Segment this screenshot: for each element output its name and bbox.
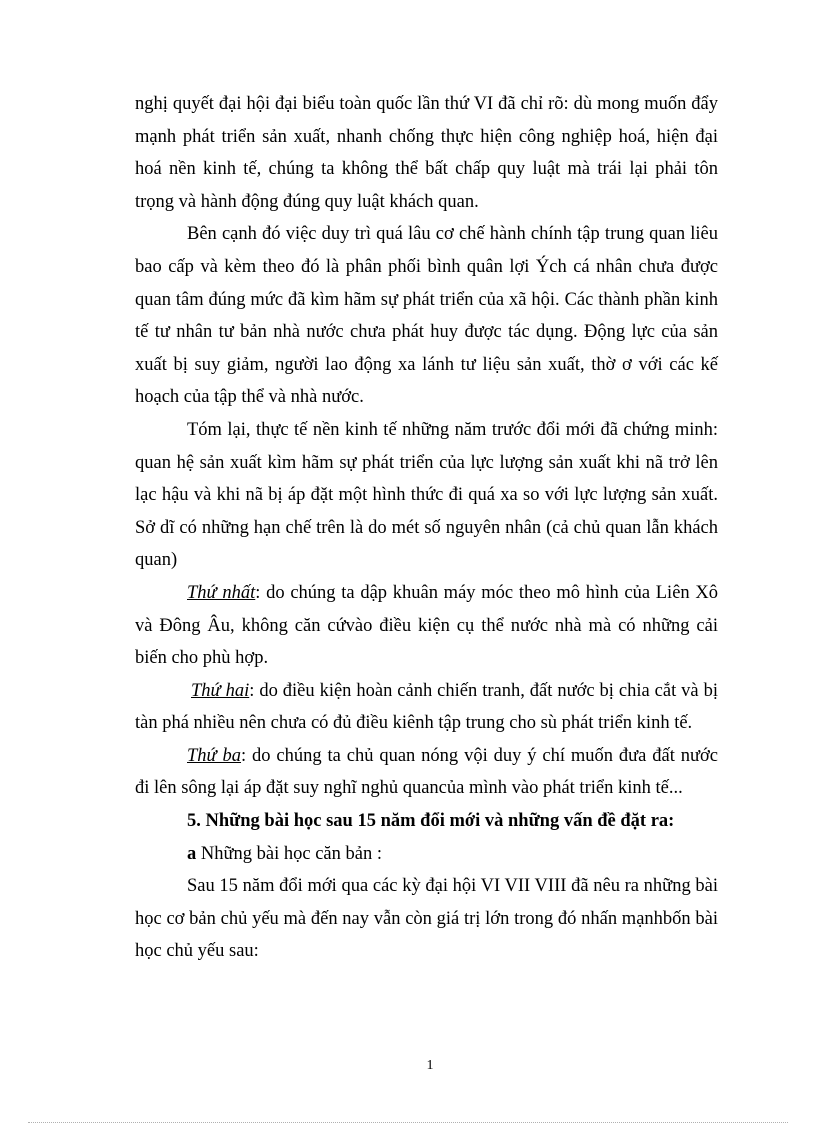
paragraph-resolution: nghị quyết đại hội đại biểu toàn quốc lần thứ VI đã chỉ rõ: dù mong muốn đẩy mạnh phát triển sản xuất, nhanh chống thực hiện công nghiệp hoá, hiện đại hoá nền kinh tế, chúng ta không thể bất chấp quy luật mà trái lại phải tôn trọng và hành động đúng quy luật khách quan. bbox=[135, 94, 718, 212]
subsection-heading-a bbox=[135, 838, 718, 871]
reason-third-text: : do chúng ta chủ quan nóng vội duy ý chí muốn đưa đất nước đi lên sông lại áp đặt suy nghĩ nghủ quancủa mình vào phát triển kinh tế... bbox=[135, 745, 718, 799]
paragraph-lessons: Sau 15 năm đổi mới qua các kỳ đại hội VI VII VIII đã nêu ra những bài học cơ bản chủ yếu mà đến nay vẫn còn giá trị lớn trong đó nhấn mạnhbốn bài học chủ yếu sau: bbox=[135, 876, 718, 962]
reason-second-label: Thứ hai bbox=[191, 680, 250, 701]
document-page bbox=[135, 88, 718, 968]
reason-first-label: Thứ nhất bbox=[187, 582, 256, 603]
paragraph-reason-third bbox=[135, 740, 718, 805]
section-heading-5: 5. Những bài học sau 15 năm đổi mới và những vấn đề đặt ra: bbox=[187, 811, 675, 832]
subsection-a-text: Những bài học căn bản : bbox=[196, 843, 382, 864]
reason-first-text: : do chúng ta dập khuân máy móc theo mô hình của Liên Xô và Đông Âu, không căn cứvào điều kiện cụ thể nước nhà mà có những cải biến cho phù hợp. bbox=[135, 582, 718, 669]
reason-second-text: : do điều kiện hoàn cảnh chiến tranh, đất nước bị chia cắt và bị tàn phá nhiều nên chưa có đủ điều kiênh tập trung cho sù phát triển kinh tế. bbox=[135, 680, 718, 734]
paragraph-reason-first bbox=[135, 577, 718, 675]
reason-third-label: Thứ ba bbox=[187, 745, 242, 766]
page-number: 1 bbox=[426, 1058, 434, 1073]
paragraph-centralized-mechanism: Bên cạnh đó việc duy trì quá lâu cơ chế hành chính tập trung quan liêu bao cấp và kèm theo đó là phân phối bình quân lợi Ých cá nhân chưa được quan tâm đúng mức đã kìm hãm sự phát triển của xã hội. Các thành phần kinh tế tư nhân tư bản nhà nước chưa phát huy được tác dụng. Động lực của sản xuất bị suy giảm, người lao động xa lánh tư liệu sản xuất, thờ ơ với các kế hoạch của tập thể và nhà nước. bbox=[135, 224, 718, 408]
paragraph-summary: Tóm lại, thực tế nền kinh tế những năm trước đổi mới đã chứng minh: quan hệ sản xuất kìm hãm sự phát triển của lực lượng sản xuất khi nã trở lên lạc hậu và khi nã bị áp đặt một hình thức đi quá xa so với lực lượng sản xuất. Sở dĩ có những hạn chế trên là do mét số nguyên nhân (cả chủ quan lẫn khách quan) bbox=[135, 419, 718, 571]
paragraph-reason-second bbox=[135, 675, 718, 740]
subsection-a-label: a bbox=[187, 843, 197, 864]
